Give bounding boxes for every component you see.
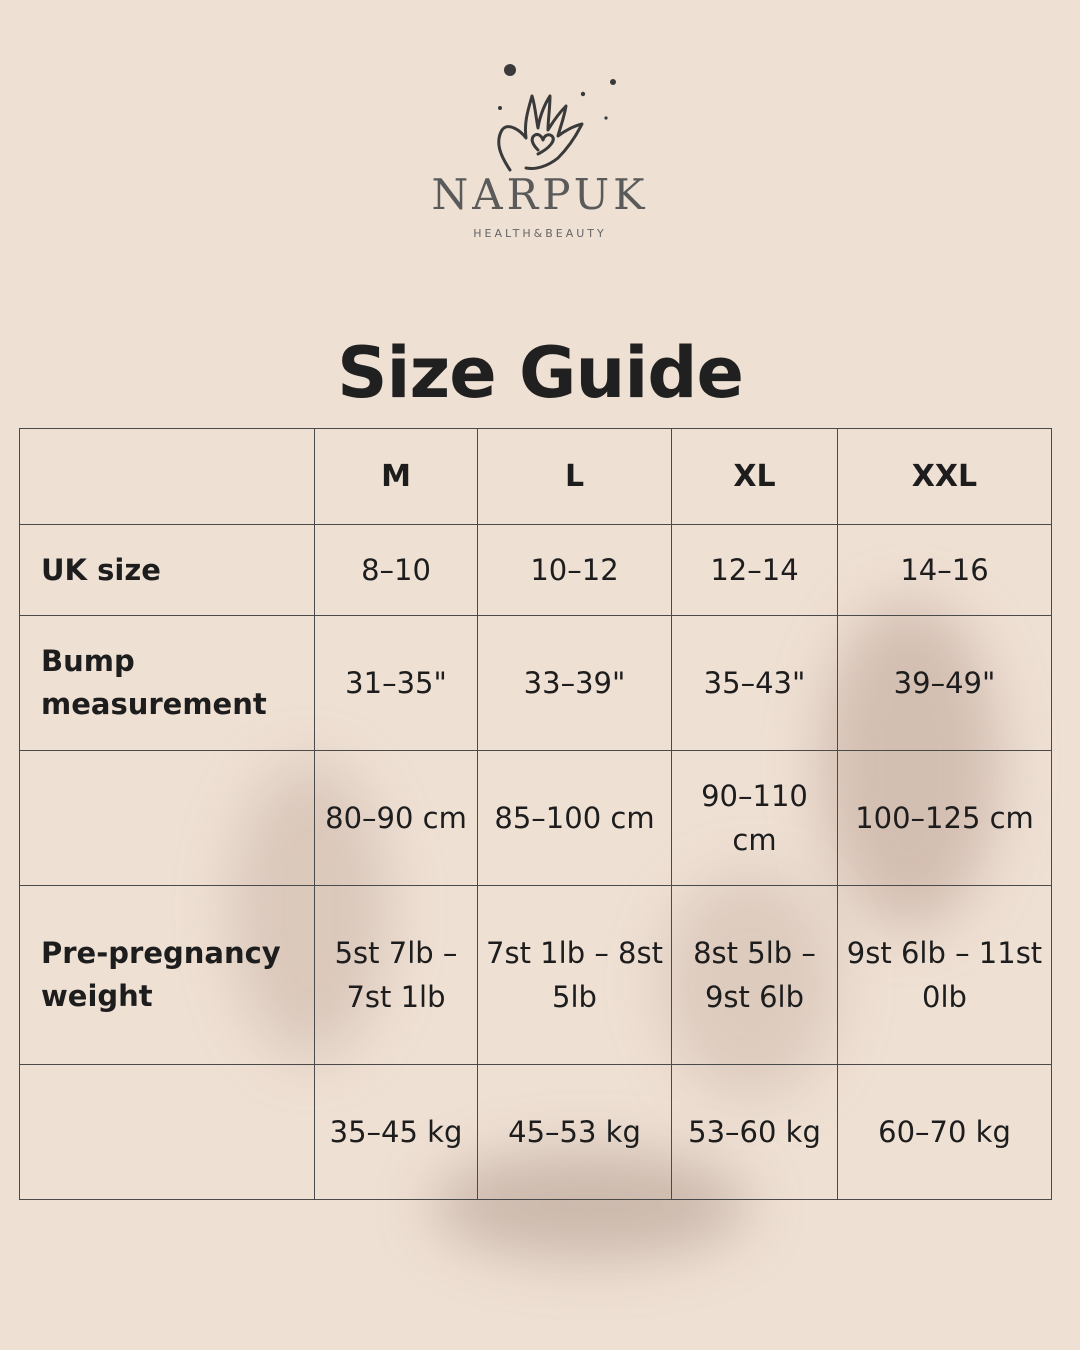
- table-cell: [478, 751, 672, 886]
- table-cell: [672, 1065, 838, 1200]
- size-guide-table: [19, 428, 1052, 1200]
- cell-value: 35–45 kg: [329, 1115, 463, 1149]
- cell-value: 35–43": [703, 666, 806, 700]
- row-label: [20, 1065, 315, 1200]
- cell-value: 33–39": [523, 666, 626, 700]
- table-row: [20, 1065, 1052, 1200]
- brand-name: NARPUK: [431, 170, 649, 219]
- cell-value: 10–12: [530, 553, 619, 587]
- table-row: [20, 751, 1052, 886]
- row-label: UK size: [20, 525, 315, 616]
- cell-value: 45–53 kg: [508, 1115, 641, 1149]
- cell-value: 53–60 kg: [688, 1115, 821, 1149]
- table-cell: [672, 886, 838, 1065]
- brand-header: [0, 40, 1080, 250]
- table-cell: [315, 751, 478, 886]
- table-cell: [672, 616, 838, 751]
- table-row: [20, 616, 1052, 751]
- table-cell: [315, 886, 478, 1065]
- brand-subtitle: HEALTH&BEAUTY: [473, 227, 607, 240]
- cell-value: 80–90 cm: [325, 801, 467, 835]
- column-header: XXL: [838, 429, 1052, 525]
- table-cell: [478, 525, 672, 616]
- table-cell: [315, 525, 478, 616]
- row-label: Bump measurement: [20, 616, 315, 751]
- column-header: M: [315, 429, 478, 525]
- cell-value: 14–16: [900, 553, 989, 587]
- cell-value: 85–100 cm: [494, 801, 655, 835]
- cell-value: 7st 1lb – 8st 5lb: [486, 936, 663, 1014]
- table-cell: [838, 616, 1052, 751]
- table-cell: [478, 886, 672, 1065]
- cell-value: 8–10: [361, 553, 431, 587]
- table-cell: [315, 1065, 478, 1200]
- table-cell: [838, 886, 1052, 1065]
- cell-value: 8st 5lb – 9st 6lb: [693, 936, 816, 1014]
- table-cell: [838, 1065, 1052, 1200]
- cell-value: 12–14: [710, 553, 799, 587]
- row-label: [20, 751, 315, 886]
- cell-value: 9st 6lb – 11st 0lb: [846, 936, 1043, 1014]
- row-label: Pre-pregnancy weight: [20, 886, 315, 1065]
- table-cell: [672, 751, 838, 886]
- cell-value: 60–70 kg: [878, 1115, 1011, 1149]
- cell-value: 5st 7lb – 7st 1lb: [334, 936, 458, 1014]
- table-cell: [315, 616, 478, 751]
- header-empty-cell: [20, 429, 315, 525]
- page-title: Size Guide: [337, 332, 743, 414]
- column-header: L: [478, 429, 672, 525]
- table-row: [20, 525, 1052, 616]
- column-header: XL: [672, 429, 838, 525]
- table-cell: [672, 525, 838, 616]
- cell-value: 31–35": [345, 666, 447, 700]
- hand-heart-icon: [480, 50, 620, 180]
- cell-value: 100–125 cm: [855, 801, 1034, 835]
- cell-value: 90–110 cm: [701, 779, 808, 857]
- table-row: [20, 886, 1052, 1065]
- table-cell: [838, 525, 1052, 616]
- table-cell: [838, 751, 1052, 886]
- table-cell: [478, 616, 672, 751]
- table-cell: [478, 1065, 672, 1200]
- table-header-row: [20, 429, 1052, 525]
- cell-value: 39–49": [893, 666, 996, 700]
